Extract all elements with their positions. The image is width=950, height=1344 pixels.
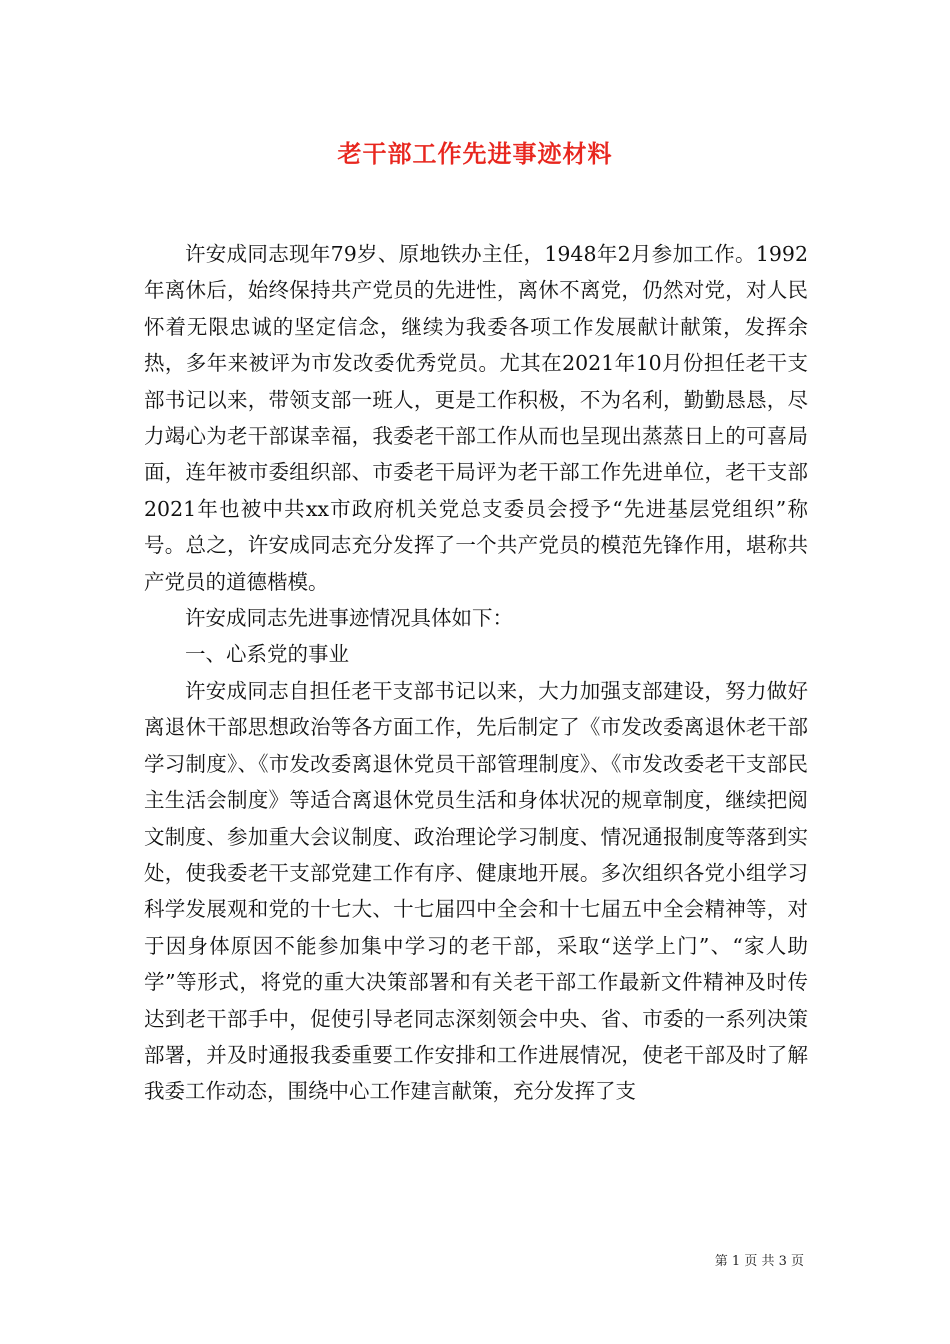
paragraph-section-1: 许安成同志自担任老干支部书记以来，大力加强支部建设，努力做好离退休干部思想政治等各方面工作，先后制定了《市发改委离退休老干部学习制度》、《市发改委离退休党员干部管理制度》、《市发改委老干支部民主生活会制度》等适合离退休党员生活和身体状况的规章制度，继续把阅文制度、参加重大会议制度、政治理论学习制度、情况通报制度等落到实处，使我委老干支部党建工作有序、健康地开展。多次组织各党小组学习科学发展观和党的十七大、十七届四中全会和十七届五中全会精神等，对于因身体原因不能参加集中学习的老干部，采取“送学上门”、“家人助学”等形式，将党的重大决策部署和有关老干部工作最新文件精神及时传达到老干部手中，促使引导老同志深刻领会中央、省、市委的一系列决策部署，并及时通报我委重要工作安排和工作进展情况，使老干部及时了解我委工作动态，围绕中心工作建言献策，充分发挥了支 — [144, 678, 808, 1104]
document-title: 老干部工作先进事迹材料 — [337, 139, 613, 168]
paragraph-intro: 许安成同志现年79岁、原地铁办主任，1948年2月参加工作。1992年离休后，始终保持共产党员的先进性，离休不离党，仍然对党，对人民怀着无限忠诚的坚定信念，继续为我委各项工作发展献计献策，发挥余热，多年来被评为市发改委优秀党员。尤其在2021年10月份担任老干支部书记以来，带领支部一班人，更是工作积极，不为名利，勤勤恳恳，尽力竭心为老干部谋幸福，我委老干部工作从而也呈现出蒸蒸日上的可喜局面，连年被市委组织部、市委老干局评为老干部工作先进单位，老干支部2021年也被中共xx市政府机关党总支委员会授予“先进基层党组织”称号。总之，许安成同志充分发挥了一个共产党员的模范先锋作用，堪称共产党员的道德楷模。 — [144, 242, 808, 594]
page-number-footer: 第 1 页 共 3 页 — [714, 1254, 804, 1269]
document-body — [144, 236, 808, 1110]
paragraph-summary-lead: 许安成同志先进事迹情况具体如下： — [185, 606, 513, 631]
section-heading-1: 一、心系党的事业 — [185, 642, 349, 667]
